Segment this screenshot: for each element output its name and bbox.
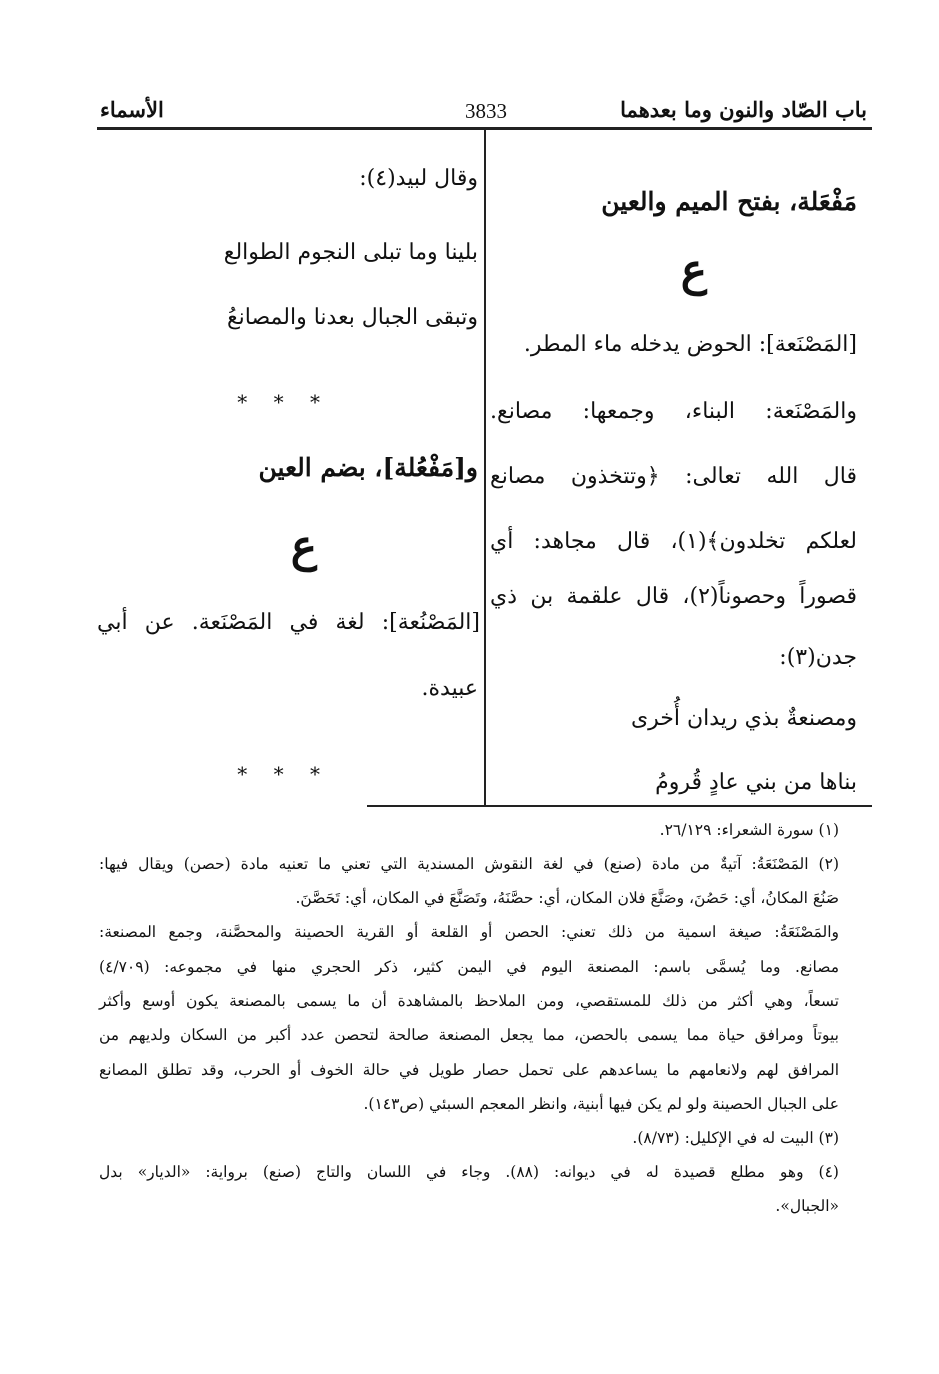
left-def-line-1: [المَصْنُعة]: لغة في المَصْنَعة. عن أبي: [97, 610, 480, 635]
right-line-4: لعلكم تخلدون﴾(١)، قال مجاهد: أي: [490, 529, 857, 554]
right-heading: مَفْعَلة، بفتح الميم والعين: [601, 187, 857, 216]
left-heading: و[مَفْعُلة]، بضم العين: [258, 453, 478, 482]
footnote-2-line-2: صَنُعَ المكانُ، أي: حَصُنَ، وصَنَّعَ فلان المكان، أي: حصَّنَهُ، وتَصَنَّعَ في المكان، أي: تَحَصَّنَ.: [295, 889, 839, 907]
left-letter: ع: [290, 521, 317, 572]
left-def-line-2: عبيدة.: [421, 676, 478, 701]
footnote-2-line-3: والمَصْنَعَةُ: صيغة اسمية من ذلك تعني: الحصن أو القلعة أو القرية الحصينة والمحصَّنة، وجمع المصنعة:: [99, 923, 839, 941]
right-verse-2: بناها من بني عادٍ قُرومُ: [655, 770, 857, 795]
right-line-2: والمَصْنَعة: البناء، وجمعها: مصانع.: [490, 399, 857, 424]
right-letter: ع: [680, 245, 707, 296]
right-column: [490, 140, 857, 810]
separator-stars-1: * * *: [237, 390, 330, 414]
left-verse-2: وتبقى الجبال بعدنا والمصانعُ: [226, 305, 478, 330]
footnote-2-line-7: المرافق لهم ولانعامهم ما يساعدهم على تحمل حصار طويل في حالة الخوف أو الحرب، وقد تطلق المصانع: [99, 1061, 839, 1079]
left-column: [97, 140, 480, 810]
footnote-3: (٣) البيت له في الإكليل: (٨/٧٣).: [632, 1129, 839, 1147]
section-title: الأسماء: [100, 97, 164, 122]
page-number: 3833: [465, 99, 507, 123]
footnote-2-line-5: تسعاً، وهي أكثر من ذلك للمستقصي، ومن الملاحظ بالمشاهدة أن ما يسمى بالمصنعة يكون أوسع وأكثر: [99, 992, 839, 1010]
right-line-3: قال الله تعالى: ﴿وتتخذون مصانع: [490, 464, 857, 489]
footnote-4: (٤) وهو مطلع قصيدة له في ديوانه: (٨٨). وجاء في اللسان والتاج (صنع) برواية: «الديار» بدل: [99, 1163, 839, 1181]
right-line-6: جدن(٣):: [779, 645, 857, 670]
footnote-2-line-4: مصانع. وما يُسمَّى باسم: المصنعة اليوم في اليمن كثير، ذكر الحجري منها في مجموعه: (٤/٧٠٩): [99, 958, 839, 976]
lubayd-intro: وقال لبيد(٤):: [359, 166, 478, 191]
chapter-title: باب الصّاد والنون وما بعدهما: [620, 97, 867, 122]
separator-stars-2: * * *: [237, 762, 330, 786]
footnote-4-line-2: «الجبال».: [775, 1197, 839, 1215]
footnote-2: (٢) المَصْنَعَةُ: آتيةٌ من مادة (صنع) في لغة النقوش المسندية التي تعني ما تعنيه مادة (حصن) ويقال فيها:: [99, 855, 839, 873]
footnote-1: (١) سورة الشعراء: ٢٦/١٢٩.: [659, 821, 839, 839]
right-line-1: [المَصْنَعة]: الحوض يدخله ماء المطر.: [523, 332, 857, 357]
left-verse-1: بلينا وما تبلى النجوم الطوالع: [223, 240, 478, 265]
right-verse-1: ومصنعةٌ بذي ريدان أُخرى: [630, 706, 857, 731]
right-line-5: قصوراً وحصوناً(٢)، قال علقمة بن ذي: [490, 584, 857, 609]
column-divider: [484, 130, 486, 806]
footnote-2-line-8: على الجبال الحصينة ولو لم يكن فيها أبنية، وانظر المعجم السبئي (ص١٤٣).: [363, 1095, 839, 1113]
footnote-2-line-6: بيوتاً ومرافق حياة مما يسمى بالحصن، مما يجعل المصنعة صالحة لتحصن عدد أكبر من السكان ولديهم من: [99, 1026, 839, 1044]
